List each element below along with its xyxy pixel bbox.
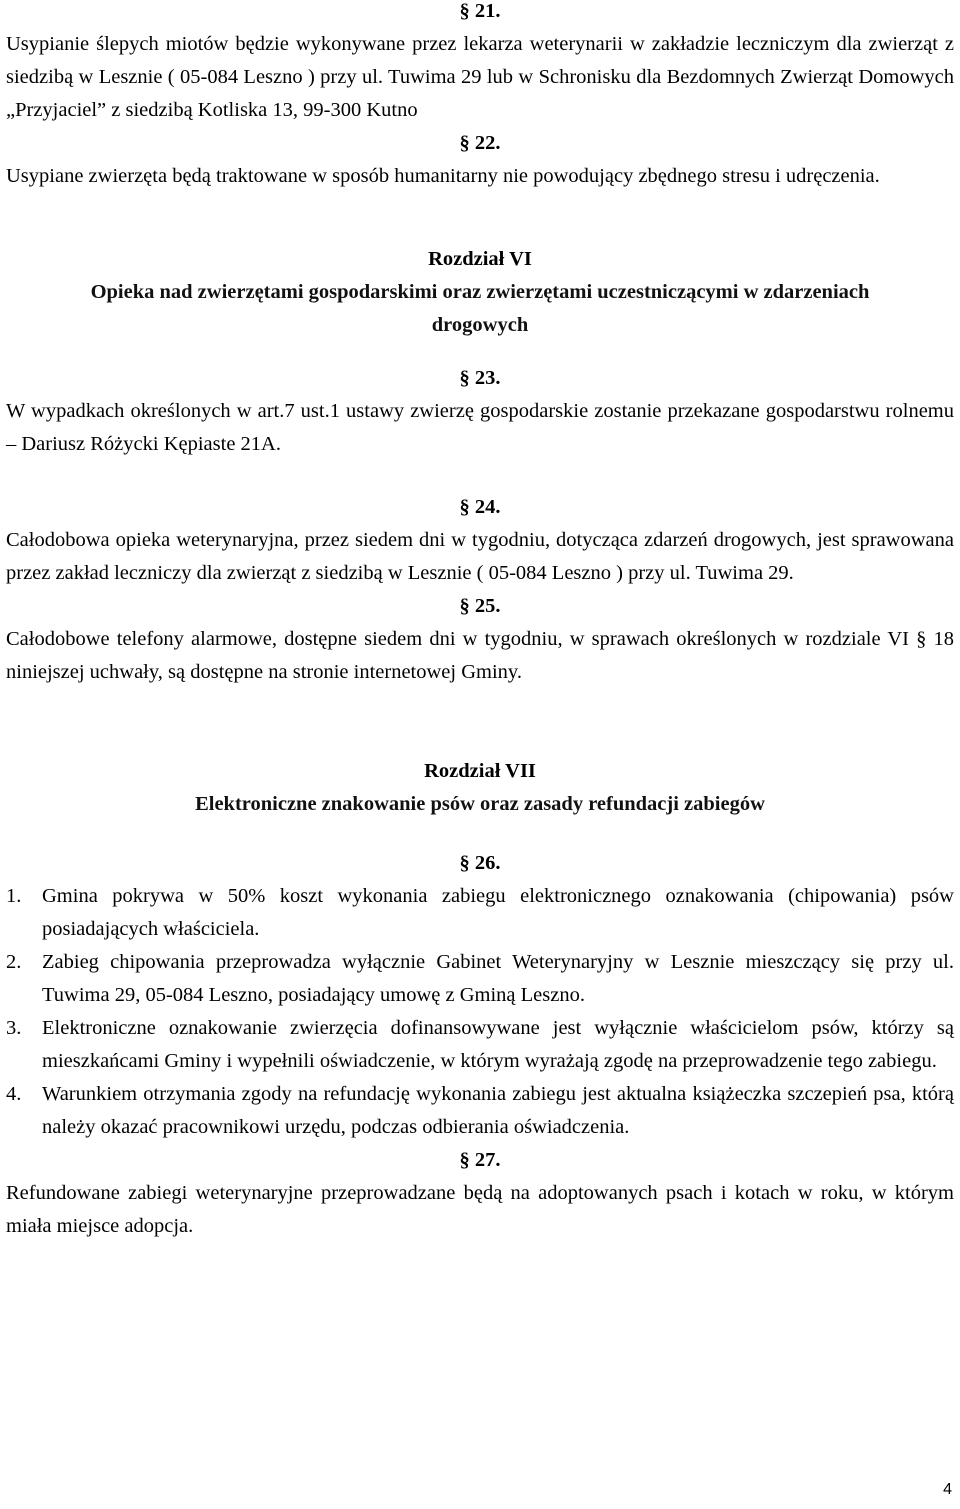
section-23-heading: § 23.	[459, 367, 501, 389]
section-22-text: Usypiane zwierzęta będą traktowane w sposób humanitarny nie powodujący zbędnego stresu i udręczenia.	[6, 165, 880, 187]
list-item	[6, 880, 954, 946]
list-item-text: Elektroniczne oznakowanie zwierzęcia dofinansowywane jest wyłącznie właścicielom psów, którzy są mieszkańcami Gminy i wypełnili oświadczenie, w którym wyrażają zgodę na przeprowadzenie tego zabiegu.	[42, 1017, 954, 1072]
list-item-number: 4.	[6, 1083, 22, 1105]
list-item	[6, 1012, 954, 1078]
list-item-text: Warunkiem otrzymania zgody na refundację wykonania zabiegu jest aktualna książeczka szczepień psa, którą należy okazać pracownikowi urzędu, podczas odbierania oświadczenia.	[42, 1083, 954, 1138]
list-item-number: 3.	[6, 1017, 22, 1039]
list-item-number: 2.	[6, 951, 22, 973]
list-item-text: Gmina pokrywa w 50% koszt wykonania zabiegu elektronicznego oznakowania (chipowania) psów posiadających właściciela.	[42, 885, 954, 940]
section-26-heading: § 26.	[459, 852, 501, 874]
section-26-list	[6, 880, 954, 1144]
section-27-heading: § 27.	[459, 1149, 501, 1171]
section-22-heading: § 22.	[459, 132, 501, 154]
page-number: 4	[943, 1481, 952, 1498]
list-item	[6, 1078, 954, 1144]
section-21-text: Usypianie ślepych miotów będzie wykonywane przez lekarza weterynarii w zakładzie leczniczym dla zwierząt z siedzibą w Lesznie ( 05-084 Leszno ) przy ul. Tuwima 29 lub w Schronisku dla Bezdomnych Zwierząt Domowych „Przyjaciel” z siedzibą Kotliska 13, 99-300 Kutno	[6, 33, 954, 121]
list-item	[6, 946, 954, 1012]
section-23-text: W wypadkach określonych w art.7 ust.1 ustawy zwierzę gospodarskie zostanie przekazane gospodarstwu rolnemu – Dariusz Różycki Kępiaste 21A.	[6, 400, 954, 455]
chapter-6-title: Opieka nad zwierzętami gospodarskimi oraz zwierzętami uczestniczącymi w zdarzeniach drogowych	[90, 281, 870, 336]
section-21-heading: § 21.	[459, 0, 501, 22]
section-25-text: Całodobowe telefony alarmowe, dostępne siedem dni w tygodniu, w sprawach określonych w rozdziale VI § 18 niniejszej uchwały, są dostępne na stronie internetowej Gminy.	[6, 628, 954, 683]
section-25-heading: § 25.	[459, 595, 501, 617]
section-24-text: Całodobowa opieka weterynaryjna, przez siedem dni w tygodniu, dotycząca zdarzeń drogowych, jest sprawowana przez zakład leczniczy dla zwierząt z siedzibą w Lesznie ( 05-084 Leszno ) przy ul. Tuwima 29.	[6, 529, 954, 584]
list-item-number: 1.	[6, 885, 22, 907]
list-item-text: Zabieg chipowania przeprowadza wyłącznie Gabinet Weterynaryjny w Lesznie mieszczący się przy ul. Tuwima 29, 05-084 Leszno, posiadający umowę z Gminą Leszno.	[42, 951, 954, 1006]
chapter-6-label: Rozdział VI	[428, 248, 532, 270]
chapter-7-label: Rozdział VII	[424, 760, 536, 782]
document-page	[6, 0, 954, 1243]
section-27-text: Refundowane zabiegi weterynaryjne przeprowadzane będą na adoptowanych psach i kotach w roku, w którym miała miejsce adopcja.	[6, 1182, 954, 1237]
section-24-heading: § 24.	[459, 496, 501, 518]
chapter-7-title: Elektroniczne znakowanie psów oraz zasady refundacji zabiegów	[195, 793, 765, 815]
